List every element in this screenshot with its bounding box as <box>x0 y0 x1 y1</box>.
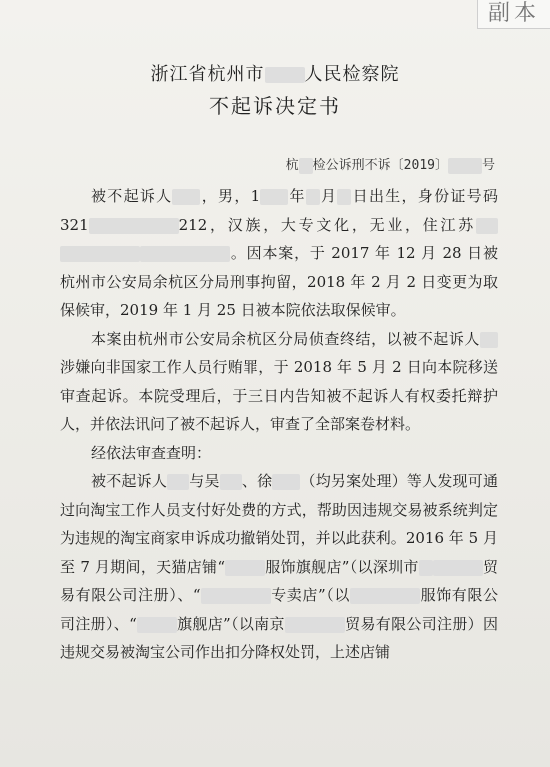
text-run: 被不起诉人 <box>91 472 168 490</box>
redaction-mark <box>137 617 177 633</box>
text-run: 专卖店”（以 <box>270 586 350 604</box>
title-suffix: 人民检察院 <box>304 64 400 85</box>
text-run: 涉嫌向非国家工作人员行贿罪，于 2018 年 5 月 2 日向本院移送审查起诉。本院受理后，于三日内告知被不起诉人有权委托辩护人，并依法讯问了被不起诉人，审查了全部案卷材料。 <box>60 358 498 433</box>
redaction-mark <box>480 332 498 348</box>
issuer-title <box>0 60 550 86</box>
document-number <box>286 154 495 174</box>
redaction-mark <box>201 588 271 604</box>
title-prefix: 浙江省杭州市 <box>150 64 265 85</box>
redaction-mark <box>167 474 189 490</box>
redaction-mark <box>285 617 345 633</box>
text-run: 月 <box>319 187 338 205</box>
redaction-mark <box>172 189 200 205</box>
paragraph-procedure <box>60 325 498 439</box>
text-run: 与吴 <box>189 472 220 490</box>
doc-no-middle: 检公诉刑不诉〔2019〕 <box>312 158 448 173</box>
redaction-mark <box>299 158 313 174</box>
paragraph-findings-heading <box>60 439 498 468</box>
text-run: 。因本案，于 2017 年 12 月 28 日被杭州市公安局余杭区分局刑事拘留，2018 年 2 月 2 日变更为取保候审，2019 年 1 月 25 日被本院依法取保候审。 <box>60 244 498 319</box>
redaction-mark <box>225 560 265 576</box>
text-run: （均另案处理）等人发现可通过向淘宝工作人员支付好处费的方式，帮助因违规交易被系统判定为违规的淘宝商家申诉成功撤销处罚，并以此获利。2016 年 5 月至 7 月期间，天猫店铺“ <box>60 472 498 576</box>
text-run: 321 <box>60 215 89 234</box>
text-run: 服饰有限公司注册）、“ <box>60 586 498 633</box>
text-run: 、徐 <box>241 472 273 490</box>
text-run: 本案由杭州市公安局余杭区分局侦查终结，以被不起诉人 <box>91 329 480 348</box>
redaction-mark <box>272 474 300 490</box>
redaction-mark <box>260 189 288 205</box>
text-run: 年 <box>288 187 306 205</box>
paragraph-facts <box>60 467 498 667</box>
redaction-mark <box>476 218 498 234</box>
redaction-mark <box>306 189 320 205</box>
redaction-mark <box>60 246 140 262</box>
doc-no-suffix: 号 <box>481 158 495 173</box>
redaction-mark <box>140 246 230 262</box>
redaction-mark <box>448 158 482 174</box>
redaction-mark <box>89 218 179 234</box>
doc-no-prefix: 杭 <box>285 158 299 173</box>
document-body <box>60 182 498 667</box>
text-run: 贸易有限公司注册）、“ <box>60 557 498 604</box>
paragraph-defendant-info <box>60 182 498 325</box>
redaction-mark <box>433 560 483 576</box>
text-run: ，男，1 <box>200 187 261 205</box>
text-run: 212，汉族，大专文化，无业，住江苏 <box>178 215 476 234</box>
redaction-mark <box>350 588 420 604</box>
redaction-mark <box>337 189 351 205</box>
text-run: 日出生，身份证号码 <box>351 187 498 205</box>
redaction-mark <box>419 560 433 576</box>
redaction-mark <box>265 67 305 83</box>
text-run: 服饰旗舰店”（以深圳市 <box>265 557 419 576</box>
redaction-mark <box>220 474 242 490</box>
text-run: 经依法审查查明： <box>91 443 212 462</box>
text-run: 贸易有限公司注册）因违规交易被淘宝公司作出扣分降权处罚，上述店铺 <box>60 614 498 661</box>
text-run: 旗舰店”（以南京 <box>176 614 285 633</box>
text-run: 被不起诉人 <box>91 187 173 205</box>
document-title: 不起诉决定书 <box>209 94 341 118</box>
copy-stamp: 副本 <box>477 0 550 29</box>
